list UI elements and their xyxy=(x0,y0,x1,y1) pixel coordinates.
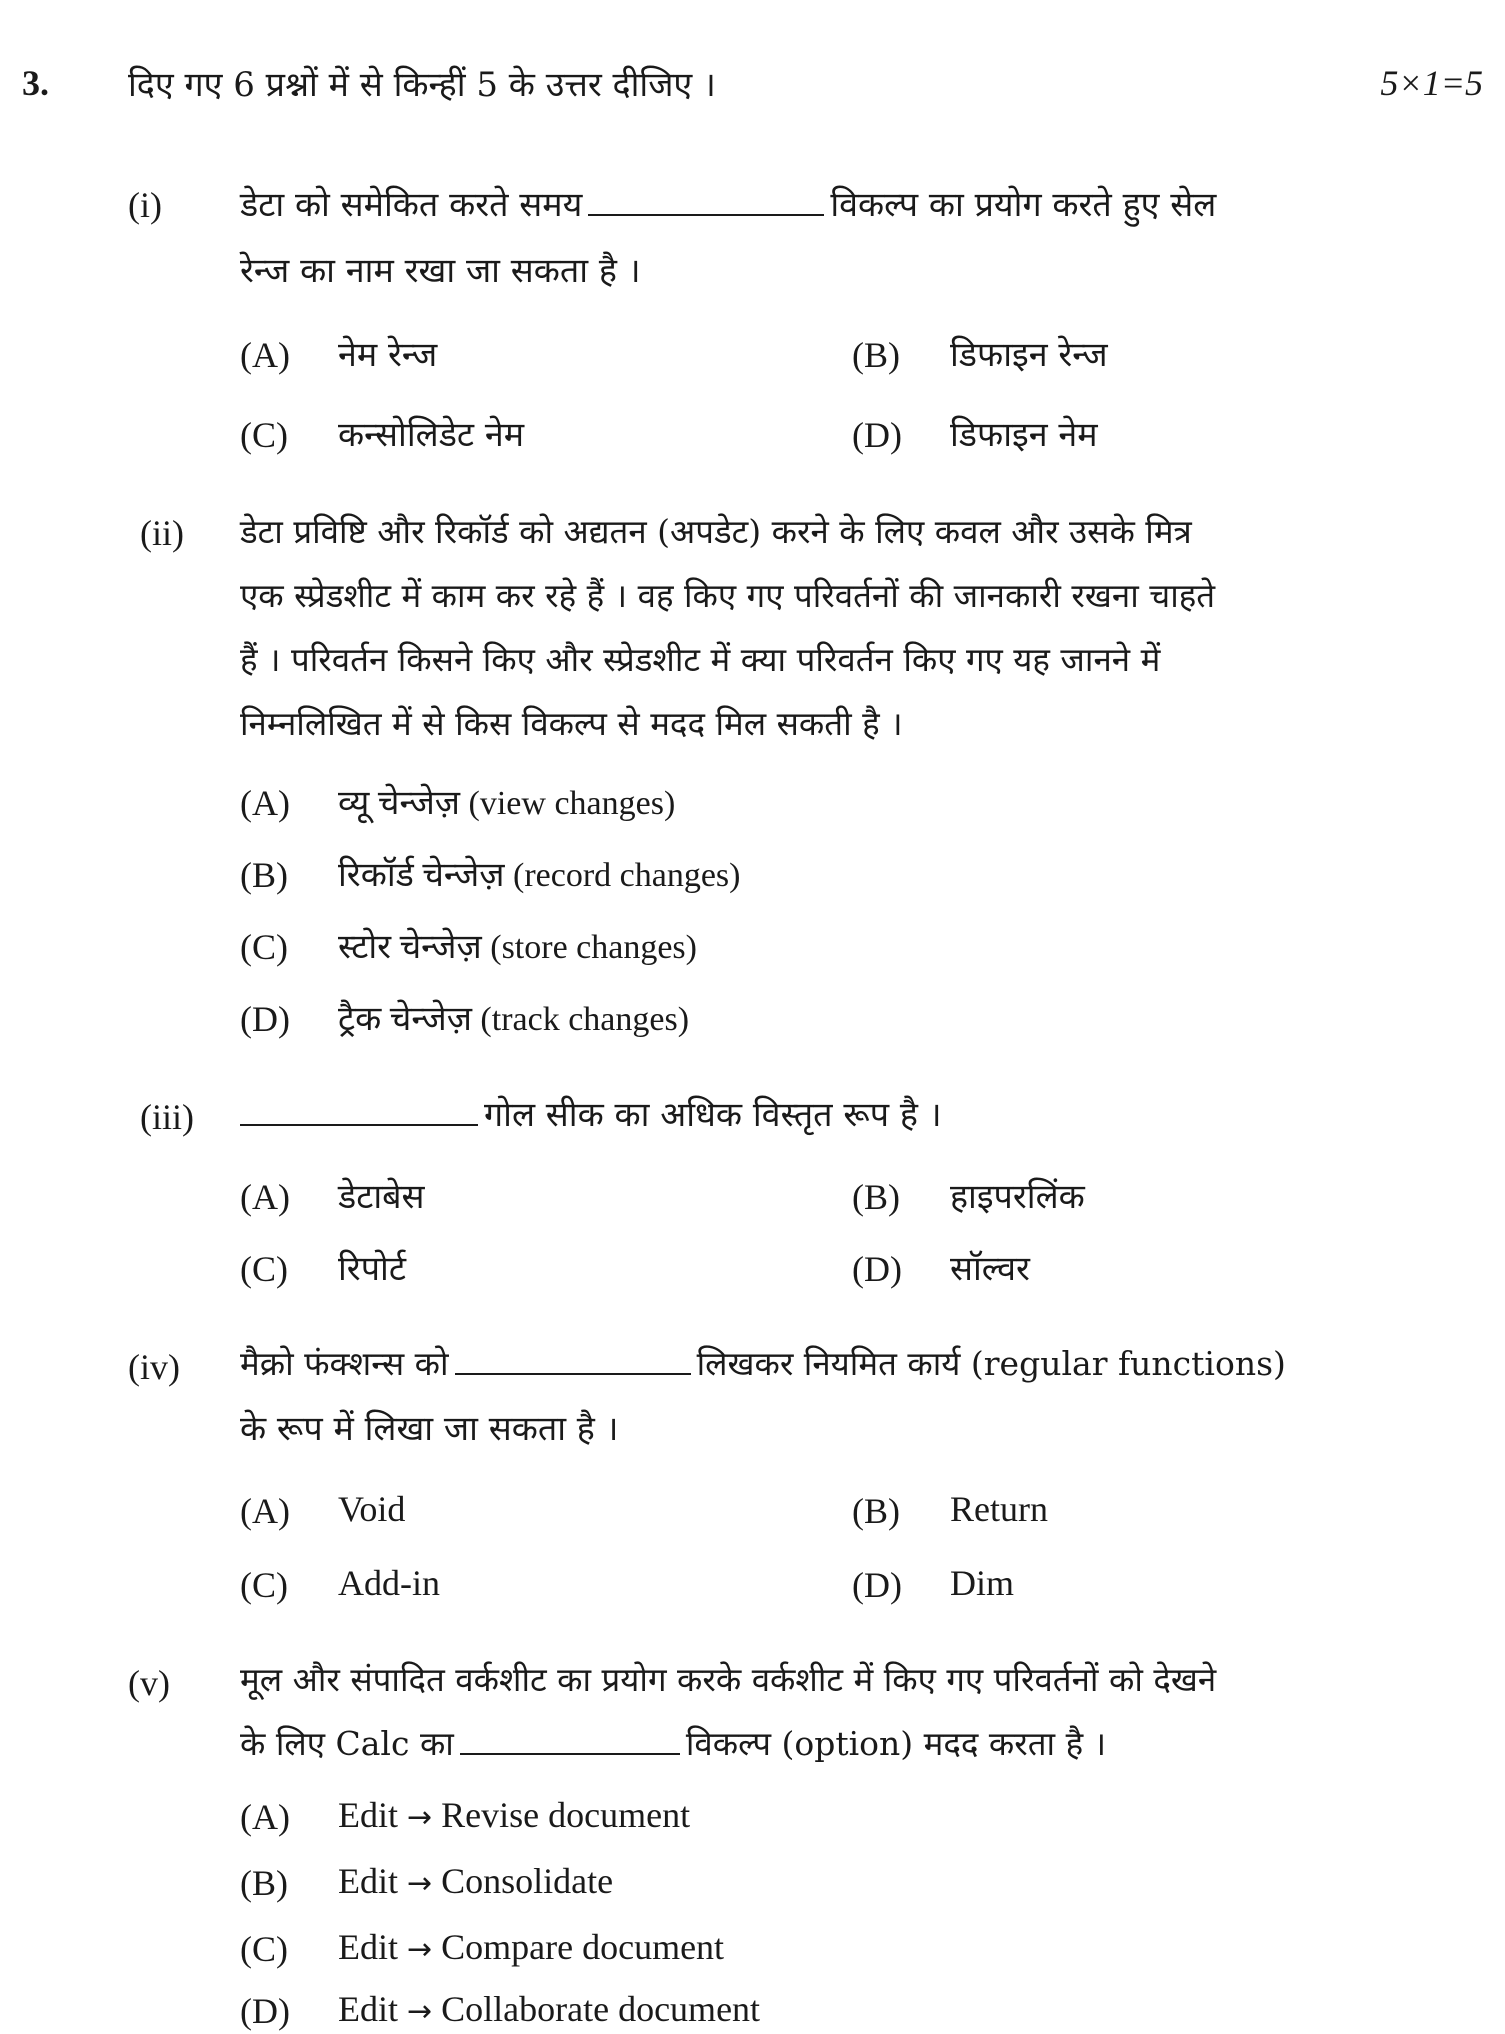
q4-option-a-label: (A) xyxy=(240,1491,290,1531)
q3-option-c-text: रिपोर्ट xyxy=(338,1249,406,1289)
q5-line2-post: विकल्प (option) मदद करता है । xyxy=(685,1724,1107,1763)
q5-line2-pre: के लिए Calc का xyxy=(240,1724,454,1763)
q2-line1: डेटा प्रविष्टि और रिकॉर्ड को अद्यतन (अपडेट) करने के लिए कवल और उसके मित्र xyxy=(240,512,1192,551)
q5-option-a-menu: Edit xyxy=(338,1795,398,1835)
q1-line1 xyxy=(240,180,1216,226)
q5-line2 xyxy=(240,1720,1106,1765)
q3-option-a-label: (A) xyxy=(240,1177,290,1217)
right-arrow-icon: → xyxy=(407,1800,433,1835)
q1-blank xyxy=(588,212,824,216)
q3-option-b-text: हाइपरलिंक xyxy=(950,1177,1085,1217)
q2-option-a-label: (A) xyxy=(240,783,290,823)
question-number: 3. xyxy=(22,63,49,103)
subquestion-label-ii: (ii) xyxy=(140,513,184,553)
right-arrow-icon: → xyxy=(407,1932,433,1967)
q3-option-b-label: (B) xyxy=(852,1177,900,1217)
q3-option-c-label: (C) xyxy=(240,1249,288,1289)
q1-option-a-label: (A) xyxy=(240,335,290,375)
q5-option-b-text xyxy=(338,1860,613,1902)
q1-line1-post: विकल्प का प्रयोग करते हुए सेल xyxy=(830,185,1217,225)
q3-option-d-label: (D) xyxy=(852,1249,902,1289)
q4-option-c-label: (C) xyxy=(240,1565,288,1605)
q1-option-b-label: (B) xyxy=(852,335,900,375)
q4-line2: के रूप में लिखा जा सकता है । xyxy=(240,1409,619,1449)
subquestion-label-iv: (iv) xyxy=(128,1347,180,1387)
q5-blank xyxy=(460,1751,680,1755)
q5-option-b-label: (B) xyxy=(240,1863,288,1903)
q3-option-d-text: सॉल्वर xyxy=(950,1249,1030,1289)
q1-option-b-text: डिफाइन रेन्ज xyxy=(950,335,1108,375)
q2-line2: एक स्प्रेडशीट में काम कर रहे हैं । वह किए गए परिवर्तनों की जानकारी रखना चाहते xyxy=(240,576,1216,615)
q4-option-d-label: (D) xyxy=(852,1565,902,1605)
q5-option-a-text xyxy=(338,1794,690,1836)
q5-option-c-menu: Edit xyxy=(338,1927,398,1967)
q2-option-b-text: रिकॉर्ड चेन्जेज़ (record changes) xyxy=(338,857,741,894)
q4-blank xyxy=(455,1371,691,1375)
q2-option-c-text: स्टोर चेन्जेज़ (store changes) xyxy=(338,929,697,966)
q5-option-a-item: Revise document xyxy=(441,1795,691,1835)
right-arrow-icon: → xyxy=(407,1866,433,1901)
q5-option-c-label: (C) xyxy=(240,1929,288,1969)
q2-option-b-label: (B) xyxy=(240,855,288,895)
q5-option-a-label: (A) xyxy=(240,1797,290,1837)
q2-option-a-text: व्यू चेन्जेज़ (view changes) xyxy=(338,785,676,822)
q1-line1-pre: डेटा को समेकित करते समय xyxy=(240,185,583,225)
q5-option-b-menu: Edit xyxy=(338,1861,398,1901)
q4-option-b-text: Return xyxy=(950,1489,1048,1529)
q4-option-d-text: Dim xyxy=(950,1563,1015,1603)
q2-option-c-label: (C) xyxy=(240,927,288,967)
q5-line1: मूल और संपादित वर्कशीट का प्रयोग करके वर्कशीट में किए गए परिवर्तनों को देखने xyxy=(240,1660,1217,1699)
q2-line4: निम्नलिखित में से किस विकल्प से मदद मिल सकती है । xyxy=(240,704,903,743)
q4-line1-pre: मैक्रो फंक्शन्स को xyxy=(240,1344,449,1383)
q1-line2: रेन्ज का नाम रखा जा सकता है । xyxy=(240,251,641,291)
subquestion-label-v: (v) xyxy=(128,1663,170,1703)
q4-line1 xyxy=(240,1340,1286,1385)
q5-option-d-menu: Edit xyxy=(338,1989,398,2029)
q1-option-c-label: (C) xyxy=(240,415,288,455)
q3-blank xyxy=(240,1122,478,1126)
q3-option-a-text: डेटाबेस xyxy=(338,1177,425,1217)
question-marks: 5×1=5 xyxy=(1380,63,1483,103)
q2-option-d-label: (D) xyxy=(240,999,290,1039)
q5-option-d-label: (D) xyxy=(240,1991,290,2031)
q4-option-a-text: Void xyxy=(338,1489,406,1529)
q2-line3: हैं । परिवर्तन किसने किए और स्प्रेडशीट में क्या परिवर्तन किए गए यह जानने में xyxy=(240,640,1161,679)
q4-option-b-label: (B) xyxy=(852,1491,900,1531)
q2-option-d-text: ट्रैक चेन्जेज़ (track changes) xyxy=(338,1001,690,1038)
q5-option-d-text xyxy=(338,1988,760,2030)
right-arrow-icon: → xyxy=(407,1994,433,2029)
q4-option-c-text: Add-in xyxy=(338,1563,440,1603)
q4-line1-post: लिखकर नियमित कार्य (regular functions) xyxy=(696,1344,1286,1383)
q5-option-b-item: Consolidate xyxy=(441,1861,614,1901)
subquestion-label-i: (i) xyxy=(128,185,162,225)
q1-option-d-label: (D) xyxy=(852,415,902,455)
q1-option-c-text: कन्सोलिडेट नेम xyxy=(338,415,525,455)
q5-option-d-item: Collaborate document xyxy=(441,1989,761,2029)
q5-option-c-text xyxy=(338,1926,724,1968)
q3-line1-post: गोल सीक का अधिक विस्तृत रूप है । xyxy=(484,1095,942,1135)
subquestion-label-iii: (iii) xyxy=(140,1097,194,1137)
q3-line1 xyxy=(240,1090,942,1136)
q1-option-d-text: डिफाइन नेम xyxy=(950,415,1098,455)
q5-option-c-item: Compare document xyxy=(441,1927,725,1967)
question-instruction: दिए गए 6 प्रश्नों में से किन्हीं 5 के उत्तर दीजिए । xyxy=(128,65,716,105)
q1-option-a-text: नेम रेन्ज xyxy=(338,335,438,375)
